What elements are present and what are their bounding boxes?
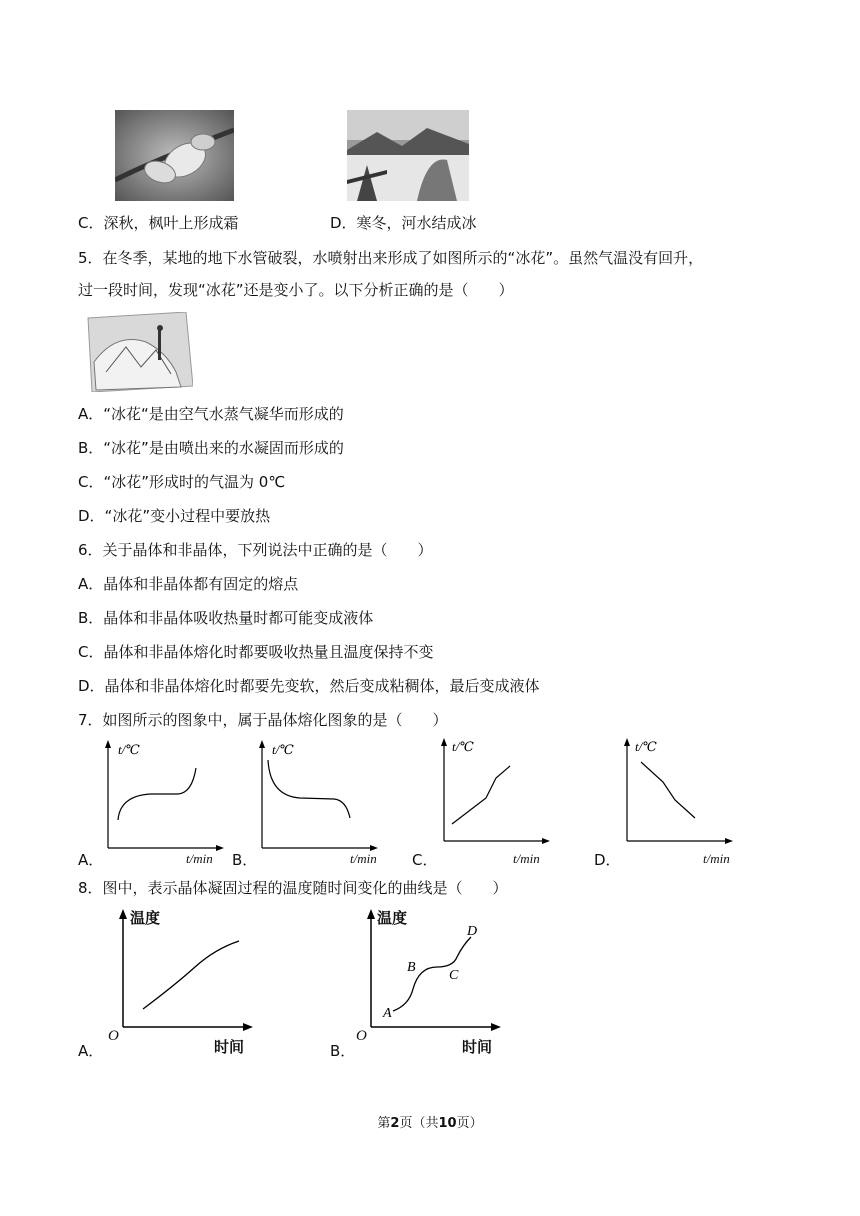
q5-option-d: D．“冰花”变小过程中要放热: [78, 507, 271, 525]
q4-option-c: C．深秋，枫叶上形成霜: [78, 214, 239, 232]
q7-d-y-label: t/℃: [635, 739, 657, 754]
q7-curve-c: [452, 766, 510, 824]
q8-curve-b: [393, 937, 471, 1011]
frost-leaf-photo: [115, 110, 234, 201]
q7-c-x-label: t/min: [513, 851, 540, 866]
q7-graph-d: [619, 736, 749, 846]
q7-b-y-label: t/℃: [272, 742, 294, 757]
q8-a-y-label: 温度: [130, 909, 161, 927]
q6-option-d: D．晶体和非晶体熔化时都要先变软，然后变成粘稠体，最后变成液体: [78, 677, 540, 695]
frozen-river-photo: [347, 110, 469, 201]
q8-point-b: B: [407, 960, 416, 975]
q7-option-a: A．: [78, 851, 104, 869]
q8-option-a: A．: [78, 1042, 104, 1060]
footer-prefix: 第: [377, 1116, 391, 1131]
q4-option-d: D．寒冬，河水结成冰: [330, 214, 477, 232]
q7-curve-b: [268, 760, 350, 818]
q8-a-x-label: 时间: [214, 1038, 245, 1056]
q6-option-a: A．晶体和非晶体都有固定的熔点: [78, 575, 299, 593]
q6-option-b: B．晶体和非晶体吸收热量时都可能变成液体: [78, 609, 374, 627]
q7-c-y-label: t/℃: [452, 739, 474, 754]
footer-middle: 页（共: [399, 1116, 439, 1131]
page-footer: [0, 1112, 860, 1131]
q5-stem-line2: 过一段时间，发现“冰花”还是变小了。以下分析正确的是（ ）: [78, 281, 514, 299]
q7-curve-d: [641, 762, 695, 818]
q7-graph-a: [100, 738, 230, 866]
q8-option-b: B．: [330, 1042, 356, 1060]
q8-point-c: C: [449, 968, 459, 983]
q5-stem-line1: 5．在冬季，某地的地下水管破裂，水喷射出来形成了如图所示的“冰花”。虽然气温没有回升，: [78, 249, 704, 267]
q8-b-origin: O: [356, 1028, 367, 1044]
q8-b-x-label: 时间: [462, 1038, 493, 1056]
q8-b-y-label: 温度: [377, 909, 408, 927]
q7-stem: 7．如图所示的图象中，属于晶体熔化图象的是（ ）: [78, 711, 448, 729]
q7-option-c: C．: [412, 851, 438, 869]
ice-flower-photo: [86, 312, 193, 392]
q7-a-x-label: t/min: [186, 851, 213, 866]
q5-option-b: B．“冰花”是由喷出来的水凝固而形成的: [78, 439, 344, 457]
q7-d-x-label: t/min: [703, 851, 730, 866]
q8-point-d: D: [467, 924, 478, 939]
q7-option-b: B．: [232, 851, 258, 869]
footer-total-pages: 10: [438, 1116, 457, 1131]
q6-stem: 6．关于晶体和非晶体，下列说法中正确的是（ ）: [78, 541, 433, 559]
q8-stem: 8．图中，表示晶体凝固过程的温度随时间变化的曲线是（ ）: [78, 879, 508, 897]
footer-suffix: 页）: [456, 1116, 483, 1131]
q7-b-x-label: t/min: [350, 851, 377, 866]
q5-option-c: C．“冰花”形成时的气温为 0℃: [78, 473, 286, 491]
q8-point-a: A: [383, 1006, 392, 1021]
q6-option-c: C．晶体和非晶体熔化时都要吸收热量且温度保持不变: [78, 643, 434, 661]
footer-page-number: 2: [390, 1116, 400, 1131]
q8-graph-a: [105, 905, 265, 1055]
q7-a-y-label: t/℃: [118, 742, 140, 757]
q7-option-d: D．: [594, 851, 621, 869]
q7-curve-a: [118, 768, 196, 820]
q8-curve-a: [143, 941, 239, 1009]
q7-graph-b: [254, 738, 384, 866]
q8-a-origin: O: [108, 1028, 119, 1044]
q7-graph-c: [436, 736, 566, 846]
q5-option-a: A．“冰花“是由空气水蒸气凝华而形成的: [78, 405, 344, 423]
